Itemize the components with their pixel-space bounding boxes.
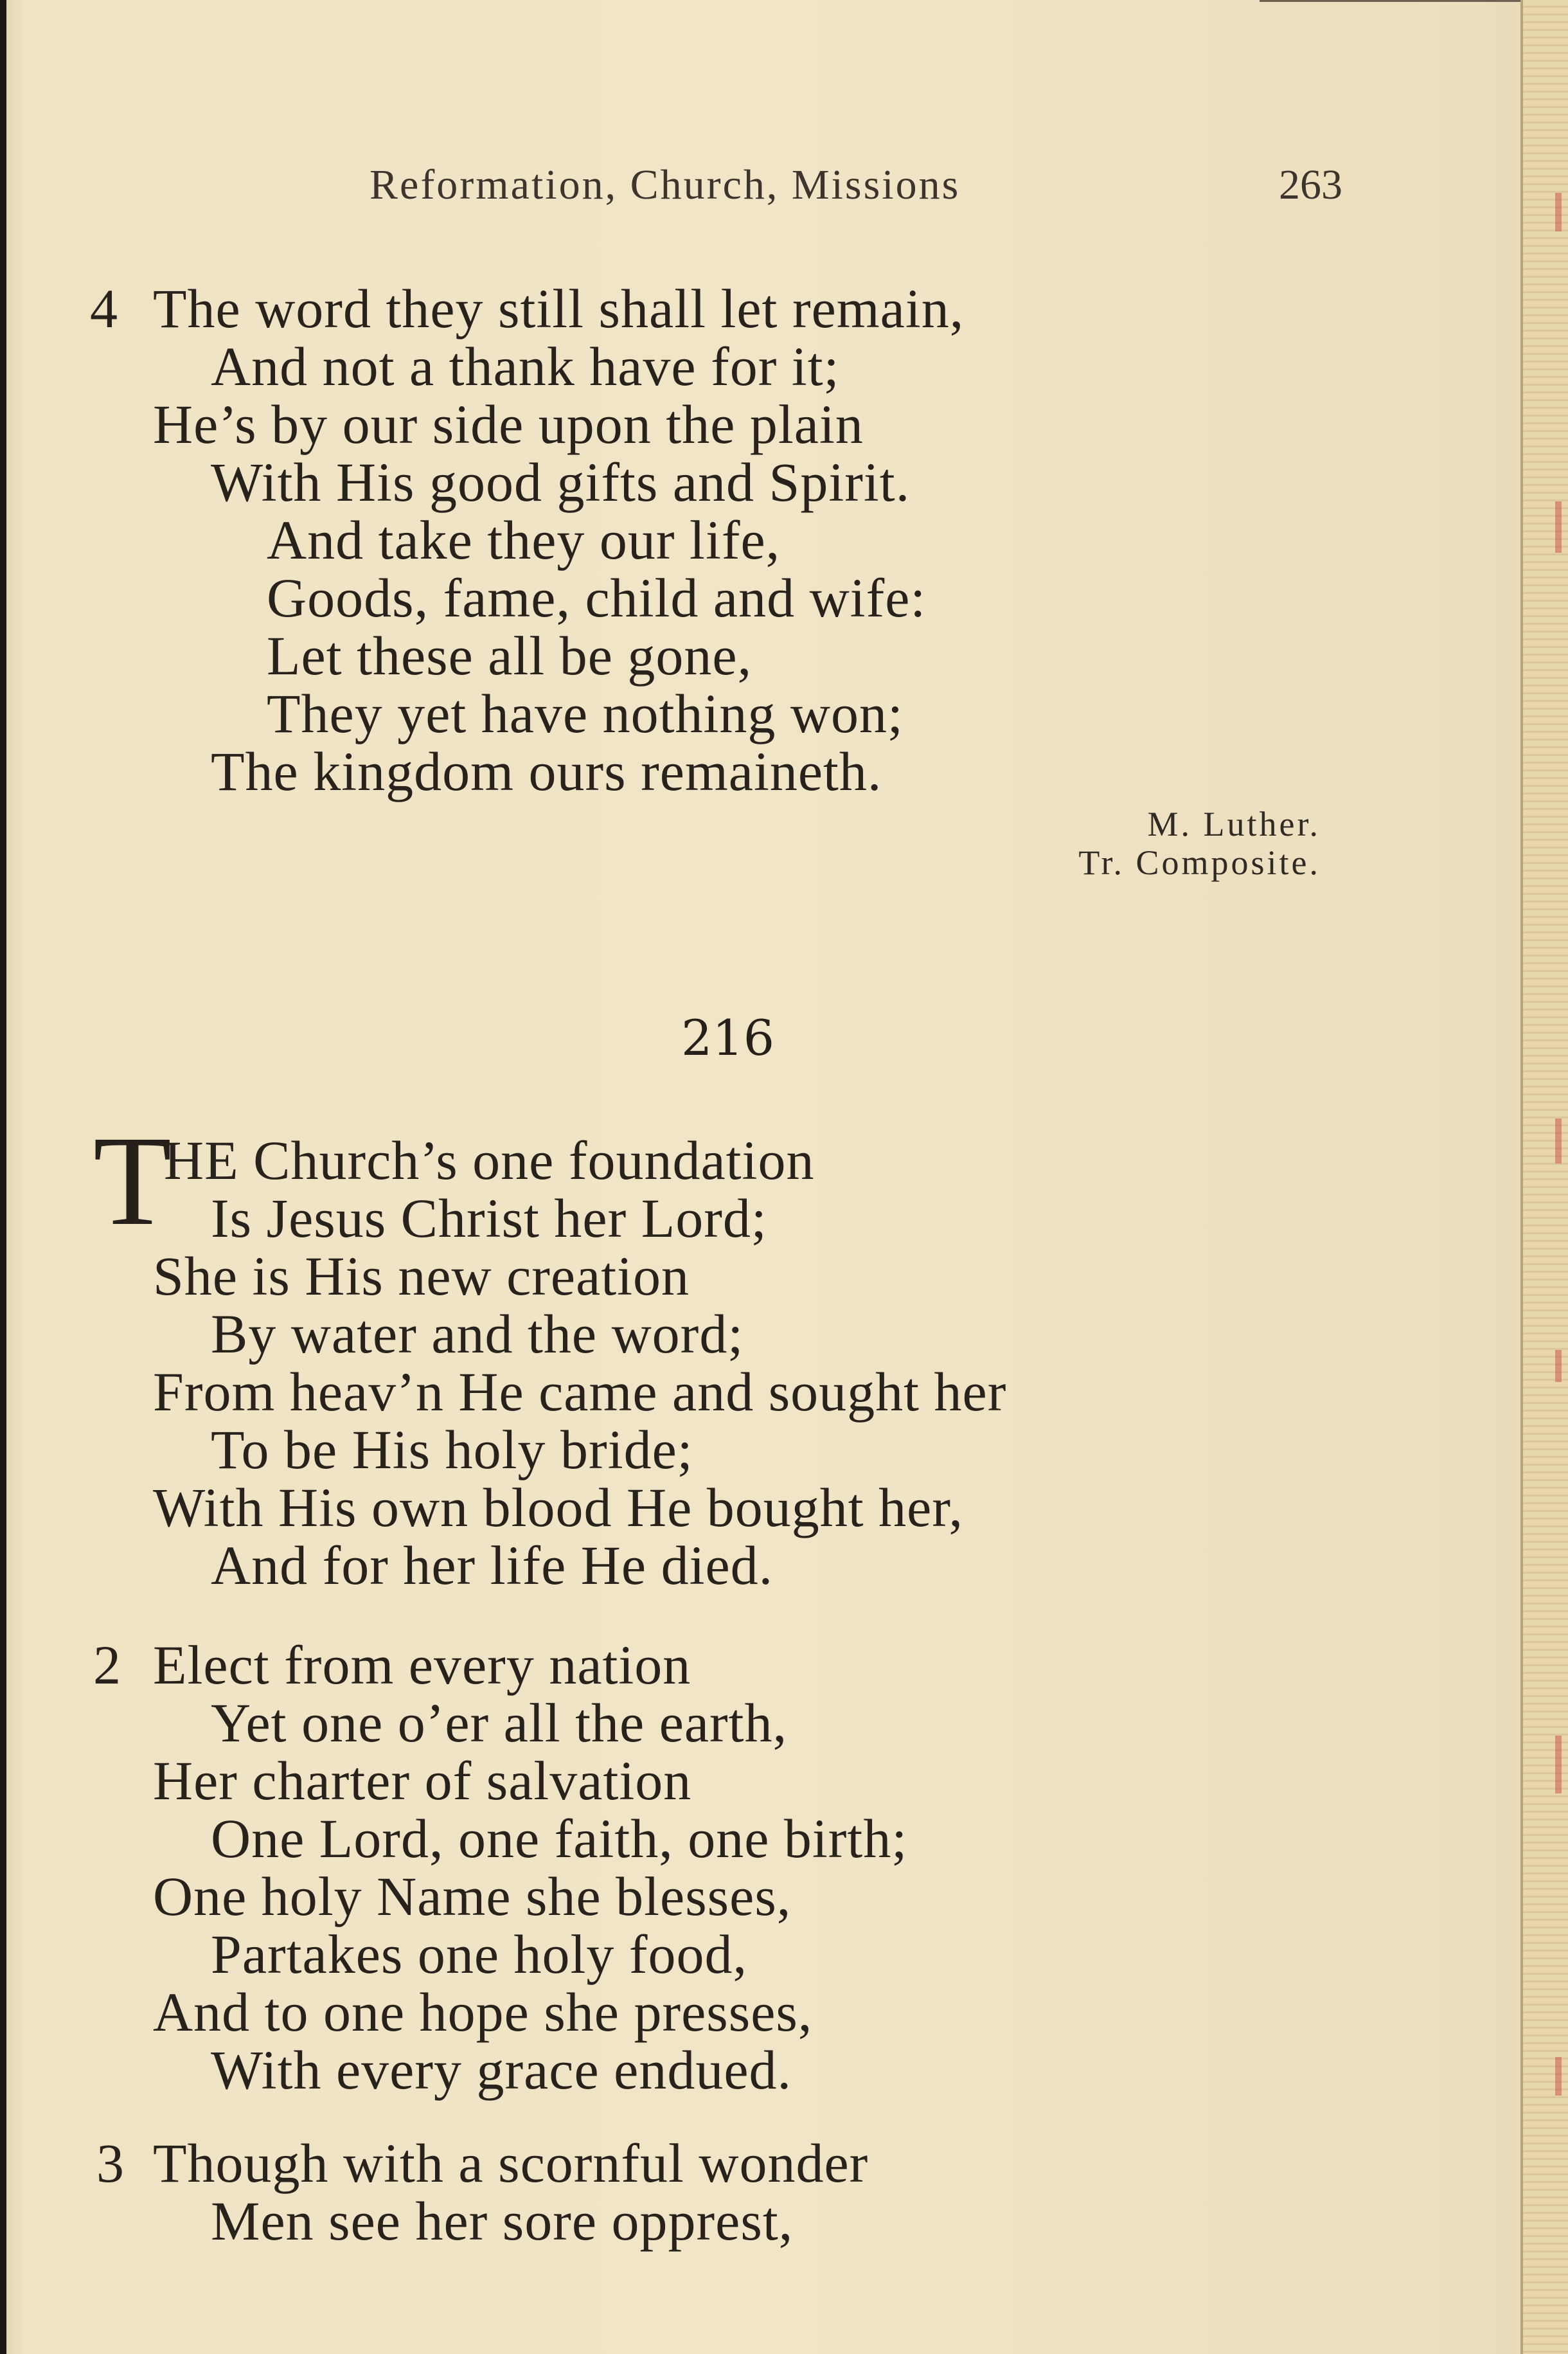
hymn-line: The kingdom ours remaineth. (211, 741, 882, 802)
red-edge-mark (1555, 193, 1562, 231)
hymn-line: Her charter of salvation (153, 1750, 692, 1811)
red-edge-mark (1555, 1350, 1562, 1382)
page-fore-edge (1520, 0, 1568, 2354)
verse-number: 3 (96, 2132, 124, 2194)
hymn-line: With every grace endued. (211, 2039, 792, 2101)
page-top-edge (1260, 0, 1529, 2)
red-edge-mark (1555, 501, 1562, 553)
page-number: 263 (1279, 161, 1342, 208)
hymn-line: She is His new creation (153, 1245, 690, 1307)
hymn-line: Elect from every nation (153, 1634, 691, 1696)
hymn-number: 216 (681, 1009, 775, 1066)
hymn-line: He’s by our side upon the plain (153, 393, 864, 455)
red-edge-mark (1555, 2057, 1562, 2096)
hymn-line: Partakes one holy food, (211, 1923, 748, 1985)
author-credit: M. Luther. (1147, 805, 1321, 843)
hymn-line: The word they still shall let remain, (153, 278, 965, 339)
red-edge-mark (1555, 1736, 1562, 1793)
hymn-line: One holy Name she blesses, (153, 1865, 792, 1927)
hymn-line: From heav’n He came and sought her (153, 1361, 1007, 1423)
hymn-line: And to one hope she presses, (153, 1981, 813, 2043)
hymn-line: To be His holy bride; (211, 1419, 693, 1480)
hymn-line: By water and the word; (211, 1303, 744, 1365)
hymn-line: They yet have nothing won; (267, 683, 904, 744)
translator-credit: Tr. Composite. (1078, 843, 1321, 882)
running-head: Reformation, Church, Missions (370, 161, 961, 208)
verse-number: 2 (93, 1634, 121, 1696)
hymn-line: And take they our life, (267, 509, 781, 571)
page-gutter-shadow (0, 0, 6, 2354)
hymn-line: Goods, fame, child and wife: (267, 567, 927, 629)
red-edge-mark (1555, 1119, 1562, 1164)
hymn-line: Let these all be gone, (267, 625, 753, 687)
hymn-line: Men see her sore opprest, (211, 2190, 794, 2252)
hymn-line: With His good gifts and Spirit. (211, 451, 911, 513)
hymn-line: And for her life He died. (211, 1534, 774, 1596)
hymn-line: With His own blood He bought her, (153, 1477, 964, 1538)
hymn-line: One Lord, one faith, one birth; (211, 1808, 908, 1869)
hymn-line: And not a thank have for it; (211, 336, 840, 397)
verse-number: 4 (90, 278, 118, 339)
hymn-line: Yet one o’er all the earth, (211, 1692, 788, 1754)
hymn-line: HE Church’s one foundation (164, 1129, 815, 1191)
drop-cap: T (93, 1110, 172, 1252)
hymn-line: Is Jesus Christ her Lord; (211, 1187, 767, 1249)
hymn-line: Though with a scornful wonder (153, 2132, 869, 2194)
